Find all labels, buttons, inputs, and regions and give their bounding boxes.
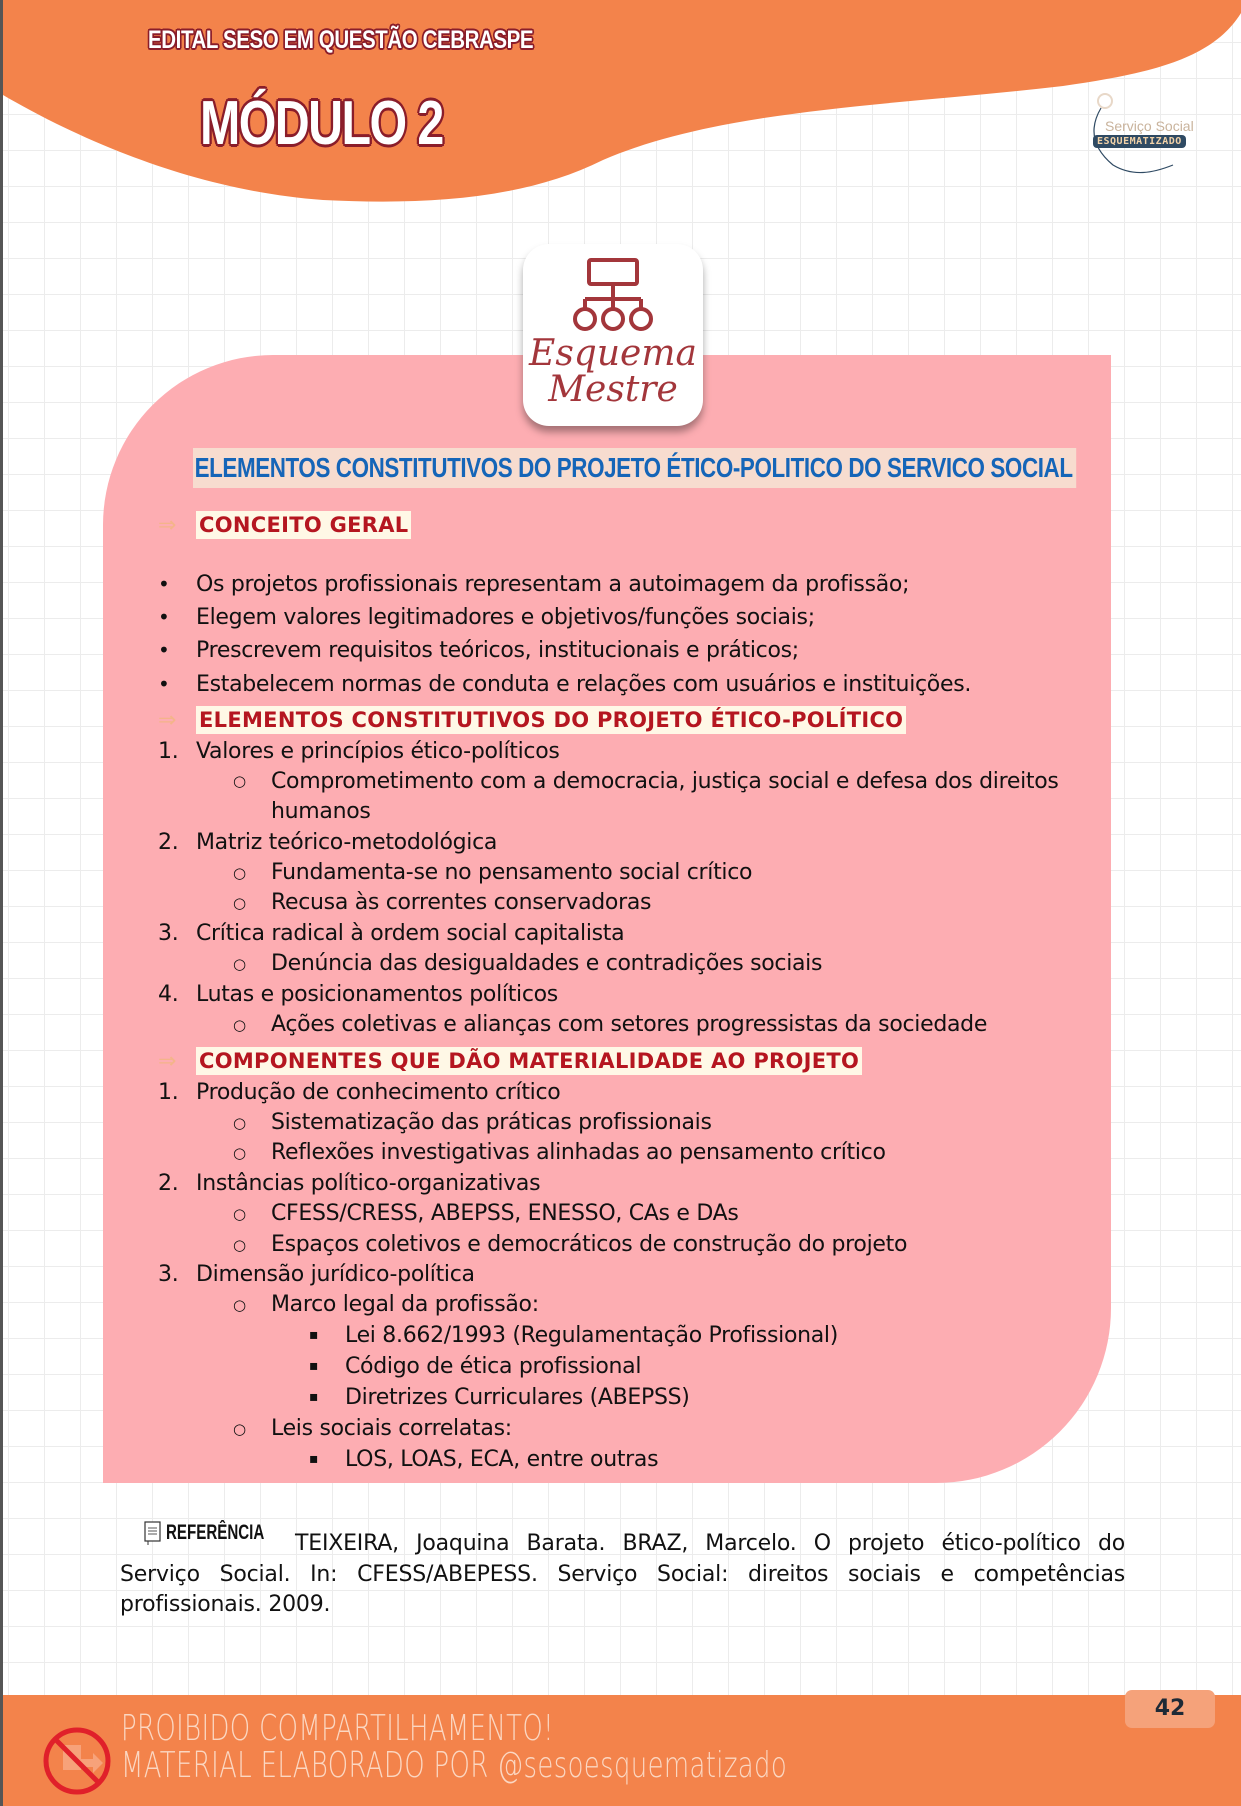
bullet-dot-icon: • [158,672,170,696]
bullet-square-icon: ▪ [309,1358,319,1374]
bullet-circle-icon: ○ [233,894,247,912]
list-number: 4. [158,982,179,1007]
list-item: Lutas e posicionamentos políticos [196,982,558,1007]
list-item: Prescrevem requisitos teóricos, institucionais e práticos; [196,638,799,663]
bullet-dot-icon: • [158,638,170,662]
sub-item: Comprometimento com a democracia, justiça social e defesa dos direitos [271,769,1059,794]
reference-citation: TEIXEIRA, Joaquina Barata. BRAZ, Marcelo. O projeto ético-político do Serviço Social. In: CFESS/ABEPESS. Serviço Social: direitos sociais e competências profissionais. 2009. [120,1531,1125,1617]
esquema-mestre-card [523,244,703,426]
sub-sub-item: LOS, LOAS, ECA, entre outras [345,1447,659,1472]
footer-warning: PROIBIDO COMPARTILHAMENTO! [121,1708,554,1749]
brand-name: Serviço Social [1105,118,1194,134]
sub-sub-item: Diretrizes Curriculares (ABEPSS) [345,1385,690,1410]
sub-item: Reflexões investigativas alinhadas ao pensamento crítico [271,1140,886,1165]
bullet-circle-icon: ○ [233,1420,247,1438]
section-heading-elementos: ⇒ ELEMENTOS CONSTITUTIVOS DO PROJETO ÉTICO-POLÍTICO [158,706,906,734]
section-heading-conceito: ⇒ CONCEITO GERAL [158,511,411,539]
bullet-square-icon: ▪ [309,1389,319,1405]
list-item: Estabelecem normas de conduta e relações com usuários e instituições. [196,672,972,697]
list-item: Instâncias político-organizativas [196,1171,541,1196]
arrow-right-icon: ⇒ [158,707,177,733]
arrow-right-icon: ⇒ [158,512,177,538]
list-number: 3. [158,1262,179,1287]
brand-badge: ESQUEMATIZADO [1093,135,1186,148]
footer-credit: MATERIAL ELABORADO POR @sesoesquematizado [121,1745,788,1786]
bullet-square-icon: ▪ [309,1327,319,1343]
sub-item: Fundamenta-se no pensamento social crítico [271,860,753,885]
bullet-circle-icon: ○ [233,1016,247,1034]
reference-label: REFERÊNCIA [143,1520,303,1546]
sub-sub-item: Lei 8.662/1993 (Regulamentação Profissional) [345,1323,839,1348]
footer-bar [3,1695,1241,1806]
list-number: 1. [158,1080,179,1105]
sub-item: Espaços coletivos e democráticos de construção do projeto [271,1232,908,1257]
list-item: Elegem valores legitimadores e objetivos/funções sociais; [196,605,815,630]
list-number: 3. [158,921,179,946]
sub-sub-item: Código de ética profissional [345,1354,642,1379]
list-item: Produção de conhecimento crítico [196,1080,561,1105]
list-item: Crítica radical à ordem social capitalista [196,921,625,946]
bullet-dot-icon: • [158,605,170,629]
bullet-circle-icon: ○ [233,864,247,882]
page-number: 42 [1125,1690,1215,1728]
no-sharing-icon [41,1725,113,1797]
section-heading-componentes: ⇒ COMPONENTES QUE DÃO MATERIALIDADE AO PROJETO [158,1047,862,1075]
sub-item: Denúncia das desigualdades e contradições sociais [271,951,823,976]
bullet-circle-icon: ○ [233,1205,247,1223]
sub-item: Recusa às correntes conservadoras [271,890,652,915]
list-number: 2. [158,830,179,855]
bullet-circle-icon: ○ [233,772,247,790]
card-label-mestre: Mestre [548,369,678,410]
list-item: Matriz teórico-metodológica [196,830,498,855]
sub-item: Marco legal da profissão: [271,1292,539,1317]
sub-item-continuation: humanos [271,799,371,824]
arrow-right-icon: ⇒ [158,1048,177,1074]
bullet-circle-icon: ○ [233,955,247,973]
bullet-circle-icon: ○ [233,1114,247,1132]
sub-item: Sistematização das práticas profissionais [271,1110,712,1135]
module-title: MÓDULO 2 [200,89,443,158]
bullet-circle-icon: ○ [233,1296,247,1314]
hierarchy-diagram-icon [523,244,703,344]
bullet-circle-icon: ○ [233,1144,247,1162]
bullet-circle-icon: ○ [233,1236,247,1254]
bullet-square-icon: ▪ [309,1451,319,1467]
header-kicker: EDITAL SESO EM QUESTÃO CEBRASPE [148,26,534,54]
sub-item: CFESS/CRESS, ABEPSS, ENESSO, CAs e DAs [271,1201,739,1226]
card-label-esquema: Esquema [529,333,697,374]
list-item: Valores e princípios ético-políticos [196,739,560,764]
list-item: Os projetos profissionais representam a autoimagem da profissão; [196,572,910,597]
brand-logo [1083,85,1213,175]
sub-item: Leis sociais correlatas: [271,1416,512,1441]
bullet-dot-icon: • [158,572,170,596]
panel-title: ELEMENTOS CONSTITUTIVOS DO PROJETO ÉTICO-POLITICO DO SERVICO SOCIAL [193,448,1076,488]
list-item: Dimensão jurídico-política [196,1262,475,1287]
list-number: 2. [158,1171,179,1196]
sub-item: Ações coletivas e alianças com setores progressistas da sociedade [271,1012,988,1037]
list-number: 1. [158,739,179,764]
